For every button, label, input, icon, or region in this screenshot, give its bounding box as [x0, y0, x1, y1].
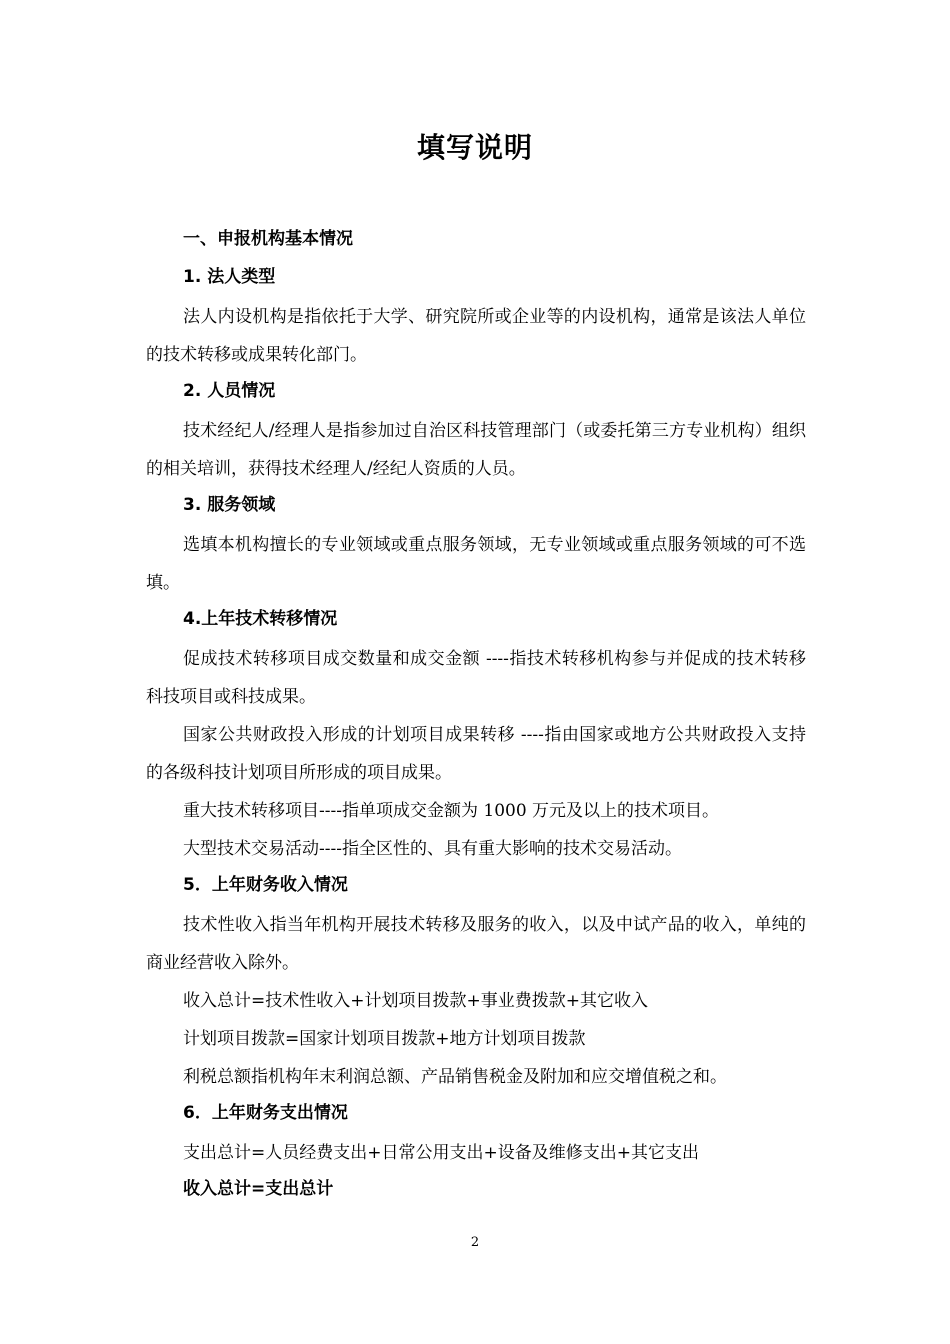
section-heading-expense: 6．上年财务支出情况	[183, 1103, 348, 1123]
paragraph-transfer-deals: 促成技术转移项目成交数量和成交金额 ----指技术转移机构参与并促成的技术转移科技项目或科技成果。	[146, 649, 806, 707]
section-heading-legal-type: 1. 法人类型	[183, 267, 276, 287]
section-heading-transfer: 4.上年技术转移情况	[183, 609, 338, 629]
paragraph-personnel: 技术经纪人/经理人是指参加过自治区科技管理部门（或委托第三方专业机构）组织的相关培训，获得技术经理人/经纪人资质的人员。	[146, 421, 806, 479]
document-body	[146, 222, 806, 1210]
paragraph-transfer-public-funding: 国家公共财政投入形成的计划项目成果转移 ----指由国家或地方公共财政投入支持的各级科技计划项目所形成的项目成果。	[146, 725, 806, 783]
heading-income-equals-expense: 收入总计=支出总计	[183, 1179, 334, 1199]
paragraph-transfer-major-projects: 重大技术转移项目----指单项成交金额为 1000 万元及以上的技术项目。	[183, 801, 720, 821]
paragraph-expense-formula: 支出总计=人员经费支出+日常公用支出+设备及维修支出+其它支出	[183, 1143, 699, 1163]
paragraph-transfer-events: 大型技术交易活动----指全区性的、具有重大影响的技术交易活动。	[183, 839, 682, 859]
section-heading-income: 5．上年财务收入情况	[183, 875, 348, 895]
section-heading-service: 3. 服务领域	[183, 495, 276, 515]
paragraph-income-tax: 利税总额指机构年末利润总额、产品销售税金及附加和应交增值税之和。	[183, 1067, 727, 1087]
paragraph-income-project-formula: 计划项目拨款=国家计划项目拨款+地方计划项目拨款	[183, 1029, 586, 1049]
section-heading-personnel: 2. 人员情况	[183, 381, 276, 401]
paragraph-income-technical: 技术性收入指当年机构开展技术转移及服务的收入，以及中试产品的收入，单纯的商业经营收入除外。	[146, 915, 806, 973]
paragraph-service: 选填本机构擅长的专业领域或重点服务领域，无专业领域或重点服务领域的可不选填。	[146, 535, 806, 593]
paragraph-income-total-formula: 收入总计=技术性收入+计划项目拨款+事业费拨款+其它收入	[183, 991, 648, 1011]
page-number: 2	[470, 1235, 480, 1250]
section-heading-basic: 一、申报机构基本情况	[183, 229, 353, 249]
page-title: 填写说明	[416, 131, 533, 164]
paragraph-legal-type: 法人内设机构是指依托于大学、研究院所或企业等的内设机构，通常是该法人单位的技术转移或成果转化部门。	[146, 307, 806, 365]
